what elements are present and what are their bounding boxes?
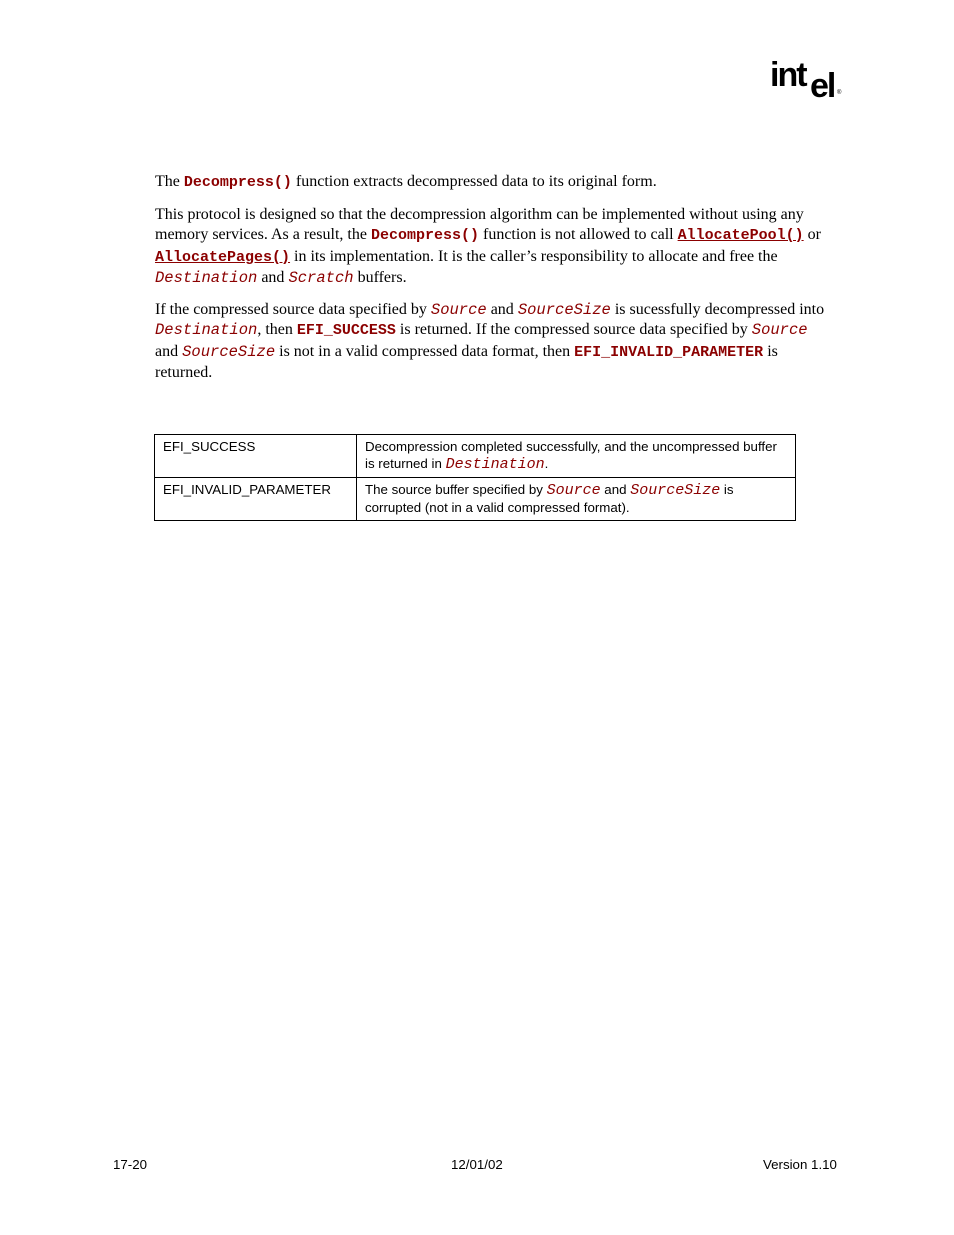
paragraph-2: This protocol is designed so that the decompression algorithm can be implemented without using any memory services. As a result, the Decompress() function is not allowed to call AllocatePool() or AllocatePages() in its implementation. It is the caller’s responsibility to allocate and free the Destination and Scratch buffers. xyxy=(155,205,821,287)
param-destination: Destination xyxy=(155,321,258,339)
param-scratch: Scratch xyxy=(288,269,354,287)
param-sourcesize: SourceSize xyxy=(517,300,611,319)
description xyxy=(155,172,827,395)
paragraph-1: The Decompress() function extracts decompressed data to its original form. xyxy=(155,173,657,191)
status-code: EFI_INVALID_PARAMETER xyxy=(574,343,764,361)
function-name: Decompress() xyxy=(370,227,479,244)
intel-logo xyxy=(770,56,846,104)
status-code-cell: EFI_INVALID_PARAMETER xyxy=(155,478,357,521)
param-source: Source xyxy=(751,321,808,339)
allocatepool-link[interactable]: AllocatePool() xyxy=(677,227,804,244)
status-code: EFI_SUCCESS xyxy=(296,322,396,339)
allocatepages-link[interactable]: AllocatePages() xyxy=(155,248,291,266)
param-destination: Destination xyxy=(445,456,545,473)
status-codes-table xyxy=(154,434,796,521)
param-source: Source xyxy=(546,482,601,499)
status-code-cell: EFI_SUCCESS xyxy=(155,435,357,478)
footer-version: Version 1.10 xyxy=(763,1157,837,1172)
svg-text:int: int xyxy=(770,56,806,94)
status-description-cell: The source buffer specified by Source and SourceSize is corrupted (not in a valid compressed format). xyxy=(357,478,796,521)
function-name: Decompress() xyxy=(183,174,292,191)
param-source: Source xyxy=(430,300,487,319)
param-sourcesize: SourceSize xyxy=(182,342,276,361)
param-destination: Destination xyxy=(155,269,258,287)
status-description-cell: Decompression completed successfully, and the uncompressed buffer is returned in Destination. xyxy=(357,435,796,478)
footer-date: 12/01/02 xyxy=(451,1157,503,1172)
table-row xyxy=(155,435,796,478)
param-sourcesize: SourceSize xyxy=(630,482,721,499)
paragraph-3: If the compressed source data specified by Source and SourceSize is sucessfully decompressed into Destination, then EFI_SUCCESS is returned. If the compressed source data specified by Source and SourceSize is not in a valid compressed data format, then EFI_INVALID_PARAMETER is returned. xyxy=(155,300,825,381)
table-row xyxy=(155,478,796,521)
svg-text:®: ® xyxy=(837,90,842,96)
page-number: 17-20 xyxy=(113,1157,148,1172)
svg-text:el: el xyxy=(810,67,835,104)
